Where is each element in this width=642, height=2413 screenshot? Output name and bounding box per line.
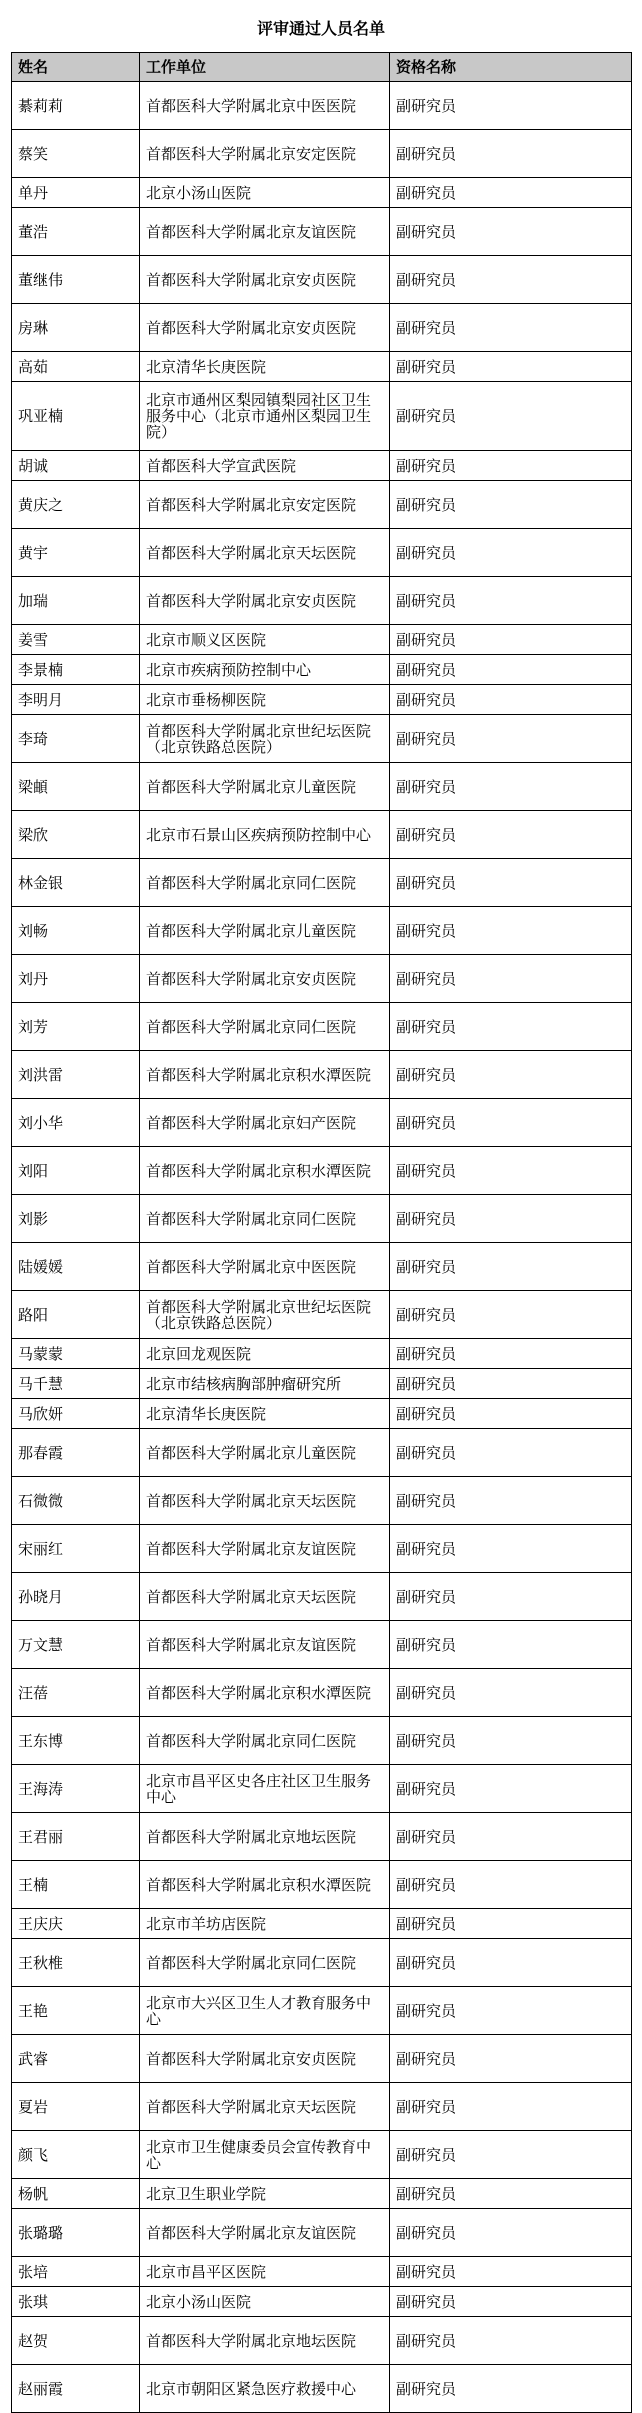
cell-name: 王艳 [12, 1987, 140, 2035]
cell-unit: 首都医科大学附属北京地坛医院 [140, 2317, 390, 2365]
table-row [12, 1717, 632, 1765]
table-row [12, 1939, 632, 1987]
cell-unit: 北京市顺义区医院 [140, 625, 390, 655]
cell-qualification: 副研究员 [390, 2257, 632, 2287]
table-row [12, 2365, 632, 2413]
cell-qualification: 副研究员 [390, 256, 632, 304]
cell-qualification: 副研究员 [390, 1573, 632, 1621]
cell-name: 杨帆 [12, 2179, 140, 2209]
cell-name: 刘洪雷 [12, 1051, 140, 1099]
cell-unit: 首都医科大学附属北京友谊医院 [140, 1621, 390, 1669]
cell-unit: 首都医科大学附属北京同仁医院 [140, 1717, 390, 1765]
cell-unit: 首都医科大学附属北京安定医院 [140, 130, 390, 178]
table-row [12, 1147, 632, 1195]
cell-name: 刘小华 [12, 1099, 140, 1147]
table-row [12, 1573, 632, 1621]
table-row [12, 1051, 632, 1099]
cell-name: 刘阳 [12, 1147, 140, 1195]
cell-name: 单丹 [12, 178, 140, 208]
cell-unit: 北京卫生职业学院 [140, 2179, 390, 2209]
table-row [12, 2317, 632, 2365]
table-row [12, 2287, 632, 2317]
page-title: 评审通过人员名单 [256, 19, 385, 38]
cell-name: 万文慧 [12, 1621, 140, 1669]
cell-unit: 北京市昌平区医院 [140, 2257, 390, 2287]
column-header-qualification: 资格名称 [390, 53, 632, 82]
cell-qualification: 副研究员 [390, 1243, 632, 1291]
cell-qualification: 副研究员 [390, 1861, 632, 1909]
cell-name: 姜雪 [12, 625, 140, 655]
cell-name: 王海涛 [12, 1765, 140, 1813]
cell-unit: 首都医科大学宣武医院 [140, 451, 390, 481]
cell-qualification: 副研究员 [390, 1051, 632, 1099]
cell-qualification: 副研究员 [390, 1399, 632, 1429]
table-row [12, 1987, 632, 2035]
cell-qualification: 副研究员 [390, 1099, 632, 1147]
table-row [12, 481, 632, 529]
cell-name: 董浩 [12, 208, 140, 256]
cell-name: 高茹 [12, 352, 140, 382]
cell-name: 宋丽红 [12, 1525, 140, 1573]
cell-name: 黄庆之 [12, 481, 140, 529]
cell-name: 那春霞 [12, 1429, 140, 1477]
cell-unit: 北京市大兴区卫生人才教育服务中心 [140, 1987, 390, 2035]
cell-unit: 北京市结核病胸部肿瘤研究所 [140, 1369, 390, 1399]
table-row [12, 2035, 632, 2083]
table-row [12, 2131, 632, 2179]
cell-qualification: 副研究员 [390, 907, 632, 955]
table-header-row [12, 53, 632, 82]
table-row [12, 1339, 632, 1369]
cell-unit: 首都医科大学附属北京世纪坛医院（北京铁路总医院） [140, 1291, 390, 1339]
table-row [12, 1861, 632, 1909]
roster-table [11, 52, 632, 2413]
table-row [12, 1195, 632, 1243]
cell-qualification: 副研究员 [390, 2317, 632, 2365]
cell-qualification: 副研究员 [390, 1291, 632, 1339]
table-row [12, 715, 632, 763]
cell-unit: 北京市羊坊店医院 [140, 1909, 390, 1939]
cell-name: 李琦 [12, 715, 140, 763]
table-row [12, 763, 632, 811]
cell-unit: 首都医科大学附属北京同仁医院 [140, 859, 390, 907]
cell-qualification: 副研究员 [390, 352, 632, 382]
table-row [12, 955, 632, 1003]
cell-qualification: 副研究员 [390, 382, 632, 451]
cell-name: 蔡笑 [12, 130, 140, 178]
cell-qualification: 副研究员 [390, 1669, 632, 1717]
cell-name: 刘丹 [12, 955, 140, 1003]
table-row [12, 1003, 632, 1051]
cell-qualification: 副研究员 [390, 2179, 632, 2209]
table-row [12, 1909, 632, 1939]
cell-name: 梁欣 [12, 811, 140, 859]
table-row [12, 82, 632, 130]
cell-qualification: 副研究员 [390, 451, 632, 481]
cell-qualification: 副研究员 [390, 1987, 632, 2035]
table-row [12, 1429, 632, 1477]
table-row [12, 1399, 632, 1429]
table-row [12, 1099, 632, 1147]
cell-qualification: 副研究员 [390, 1813, 632, 1861]
cell-qualification: 副研究员 [390, 685, 632, 715]
cell-name: 孙晓月 [12, 1573, 140, 1621]
table-row [12, 451, 632, 481]
cell-unit: 北京市垂杨柳医院 [140, 685, 390, 715]
cell-name: 石微微 [12, 1477, 140, 1525]
table-row [12, 1525, 632, 1573]
table-row [12, 1291, 632, 1339]
table-row [12, 811, 632, 859]
table-row [12, 178, 632, 208]
table-row [12, 685, 632, 715]
cell-qualification: 副研究员 [390, 1621, 632, 1669]
table-row [12, 907, 632, 955]
cell-qualification: 副研究员 [390, 2131, 632, 2179]
cell-name: 房琳 [12, 304, 140, 352]
cell-qualification: 副研究员 [390, 1147, 632, 1195]
table-row [12, 655, 632, 685]
cell-qualification: 副研究员 [390, 715, 632, 763]
cell-unit: 首都医科大学附属北京儿童医院 [140, 907, 390, 955]
table-row [12, 529, 632, 577]
cell-unit: 首都医科大学附属北京中医医院 [140, 1243, 390, 1291]
cell-unit: 北京市石景山区疾病预防控制中心 [140, 811, 390, 859]
cell-qualification: 副研究员 [390, 178, 632, 208]
cell-unit: 首都医科大学附属北京天坛医院 [140, 2083, 390, 2131]
cell-unit: 北京市卫生健康委员会宣传教育中心 [140, 2131, 390, 2179]
table-row [12, 2179, 632, 2209]
cell-unit: 北京市疾病预防控制中心 [140, 655, 390, 685]
table-row [12, 256, 632, 304]
cell-qualification: 副研究员 [390, 208, 632, 256]
cell-qualification: 副研究员 [390, 2035, 632, 2083]
cell-qualification: 副研究员 [390, 655, 632, 685]
cell-name: 路阳 [12, 1291, 140, 1339]
cell-qualification: 副研究员 [390, 130, 632, 178]
cell-name: 刘影 [12, 1195, 140, 1243]
column-header-name: 姓名 [12, 53, 140, 82]
cell-qualification: 副研究员 [390, 577, 632, 625]
cell-qualification: 副研究员 [390, 859, 632, 907]
cell-qualification: 副研究员 [390, 304, 632, 352]
cell-name: 黄宇 [12, 529, 140, 577]
cell-name: 王东博 [12, 1717, 140, 1765]
cell-qualification: 副研究员 [390, 811, 632, 859]
cell-unit: 首都医科大学附属北京中医医院 [140, 82, 390, 130]
column-header-unit: 工作单位 [140, 53, 390, 82]
table-row [12, 1621, 632, 1669]
cell-unit: 北京小汤山医院 [140, 2287, 390, 2317]
cell-name: 胡诚 [12, 451, 140, 481]
cell-qualification: 副研究员 [390, 2287, 632, 2317]
cell-unit: 首都医科大学附属北京天坛医院 [140, 1573, 390, 1621]
cell-name: 巩亚楠 [12, 382, 140, 451]
table-row [12, 1669, 632, 1717]
table-row [12, 208, 632, 256]
table-row [12, 2209, 632, 2257]
cell-unit: 首都医科大学附属北京地坛医院 [140, 1813, 390, 1861]
table-row [12, 1813, 632, 1861]
cell-unit: 北京市朝阳区紧急医疗救援中心 [140, 2365, 390, 2413]
table-body [12, 82, 632, 2413]
cell-unit: 北京回龙观医院 [140, 1339, 390, 1369]
cell-name: 林金银 [12, 859, 140, 907]
cell-unit: 北京清华长庚医院 [140, 352, 390, 382]
cell-name: 马蒙蒙 [12, 1339, 140, 1369]
cell-qualification: 副研究员 [390, 625, 632, 655]
table-row [12, 130, 632, 178]
cell-unit: 首都医科大学附属北京儿童医院 [140, 763, 390, 811]
cell-qualification: 副研究员 [390, 2365, 632, 2413]
cell-unit: 首都医科大学附属北京儿童医院 [140, 1429, 390, 1477]
cell-name: 刘畅 [12, 907, 140, 955]
cell-unit: 首都医科大学附属北京同仁医院 [140, 1939, 390, 1987]
cell-unit: 北京小汤山医院 [140, 178, 390, 208]
cell-qualification: 副研究员 [390, 1717, 632, 1765]
cell-unit: 北京市通州区梨园镇梨园社区卫生服务中心（北京市通州区梨园卫生院） [140, 382, 390, 451]
cell-unit: 首都医科大学附属北京世纪坛医院（北京铁路总医院） [140, 715, 390, 763]
cell-unit: 首都医科大学附属北京安贞医院 [140, 256, 390, 304]
cell-qualification: 副研究员 [390, 1765, 632, 1813]
cell-name: 赵丽霞 [12, 2365, 140, 2413]
cell-unit: 首都医科大学附属北京友谊医院 [140, 208, 390, 256]
cell-qualification: 副研究员 [390, 1909, 632, 1939]
cell-name: 綦莉莉 [12, 82, 140, 130]
cell-unit: 首都医科大学附属北京安贞医院 [140, 577, 390, 625]
cell-unit: 首都医科大学附属北京同仁医院 [140, 1003, 390, 1051]
cell-name: 梁頔 [12, 763, 140, 811]
cell-name: 夏岩 [12, 2083, 140, 2131]
cell-name: 王楠 [12, 1861, 140, 1909]
table-row [12, 1477, 632, 1525]
cell-unit: 首都医科大学附属北京安贞医院 [140, 2035, 390, 2083]
table-row [12, 625, 632, 655]
cell-name: 张璐璐 [12, 2209, 140, 2257]
cell-qualification: 副研究员 [390, 481, 632, 529]
cell-name: 马千慧 [12, 1369, 140, 1399]
cell-qualification: 副研究员 [390, 1939, 632, 1987]
table-row [12, 1765, 632, 1813]
cell-unit: 首都医科大学附属北京积水潭医院 [140, 1669, 390, 1717]
cell-name: 王庆庆 [12, 1909, 140, 1939]
cell-unit: 北京市昌平区史各庄社区卫生服务中心 [140, 1765, 390, 1813]
cell-unit: 首都医科大学附属北京友谊医院 [140, 2209, 390, 2257]
cell-unit: 首都医科大学附属北京友谊医院 [140, 1525, 390, 1573]
table-row [12, 2083, 632, 2131]
cell-name: 加瑞 [12, 577, 140, 625]
cell-unit: 首都医科大学附属北京积水潭医院 [140, 1861, 390, 1909]
cell-name: 刘芳 [12, 1003, 140, 1051]
cell-qualification: 副研究员 [390, 1525, 632, 1573]
cell-qualification: 副研究员 [390, 1369, 632, 1399]
cell-name: 王秋椎 [12, 1939, 140, 1987]
cell-unit: 首都医科大学附属北京妇产医院 [140, 1099, 390, 1147]
table-row [12, 382, 632, 451]
table-row [12, 304, 632, 352]
cell-name: 张培 [12, 2257, 140, 2287]
cell-unit: 首都医科大学附属北京安贞医院 [140, 304, 390, 352]
cell-name: 李景楠 [12, 655, 140, 685]
cell-qualification: 副研究员 [390, 529, 632, 577]
table-row [12, 1243, 632, 1291]
cell-qualification: 副研究员 [390, 763, 632, 811]
cell-qualification: 副研究员 [390, 1339, 632, 1369]
cell-name: 汪蓓 [12, 1669, 140, 1717]
cell-name: 董继伟 [12, 256, 140, 304]
cell-name: 李明月 [12, 685, 140, 715]
cell-name: 武睿 [12, 2035, 140, 2083]
table-row [12, 577, 632, 625]
cell-unit: 首都医科大学附属北京同仁医院 [140, 1195, 390, 1243]
table-row [12, 352, 632, 382]
cell-unit: 首都医科大学附属北京安贞医院 [140, 955, 390, 1003]
cell-qualification: 副研究员 [390, 1003, 632, 1051]
cell-unit: 首都医科大学附属北京积水潭医院 [140, 1147, 390, 1195]
cell-qualification: 副研究员 [390, 2083, 632, 2131]
cell-qualification: 副研究员 [390, 2209, 632, 2257]
cell-qualification: 副研究员 [390, 1429, 632, 1477]
cell-name: 马欣妍 [12, 1399, 140, 1429]
cell-unit: 首都医科大学附属北京安定医院 [140, 481, 390, 529]
cell-name: 颜飞 [12, 2131, 140, 2179]
cell-unit: 北京清华长庚医院 [140, 1399, 390, 1429]
cell-qualification: 副研究员 [390, 82, 632, 130]
cell-qualification: 副研究员 [390, 955, 632, 1003]
cell-qualification: 副研究员 [390, 1195, 632, 1243]
cell-name: 赵贺 [12, 2317, 140, 2365]
cell-unit: 首都医科大学附属北京天坛医院 [140, 529, 390, 577]
cell-name: 张琪 [12, 2287, 140, 2317]
cell-unit: 首都医科大学附属北京积水潭医院 [140, 1051, 390, 1099]
cell-name: 王君丽 [12, 1813, 140, 1861]
cell-qualification: 副研究员 [390, 1477, 632, 1525]
table-row [12, 859, 632, 907]
table-row [12, 2257, 632, 2287]
table-row [12, 1369, 632, 1399]
cell-unit: 首都医科大学附属北京天坛医院 [140, 1477, 390, 1525]
cell-name: 陆媛媛 [12, 1243, 140, 1291]
